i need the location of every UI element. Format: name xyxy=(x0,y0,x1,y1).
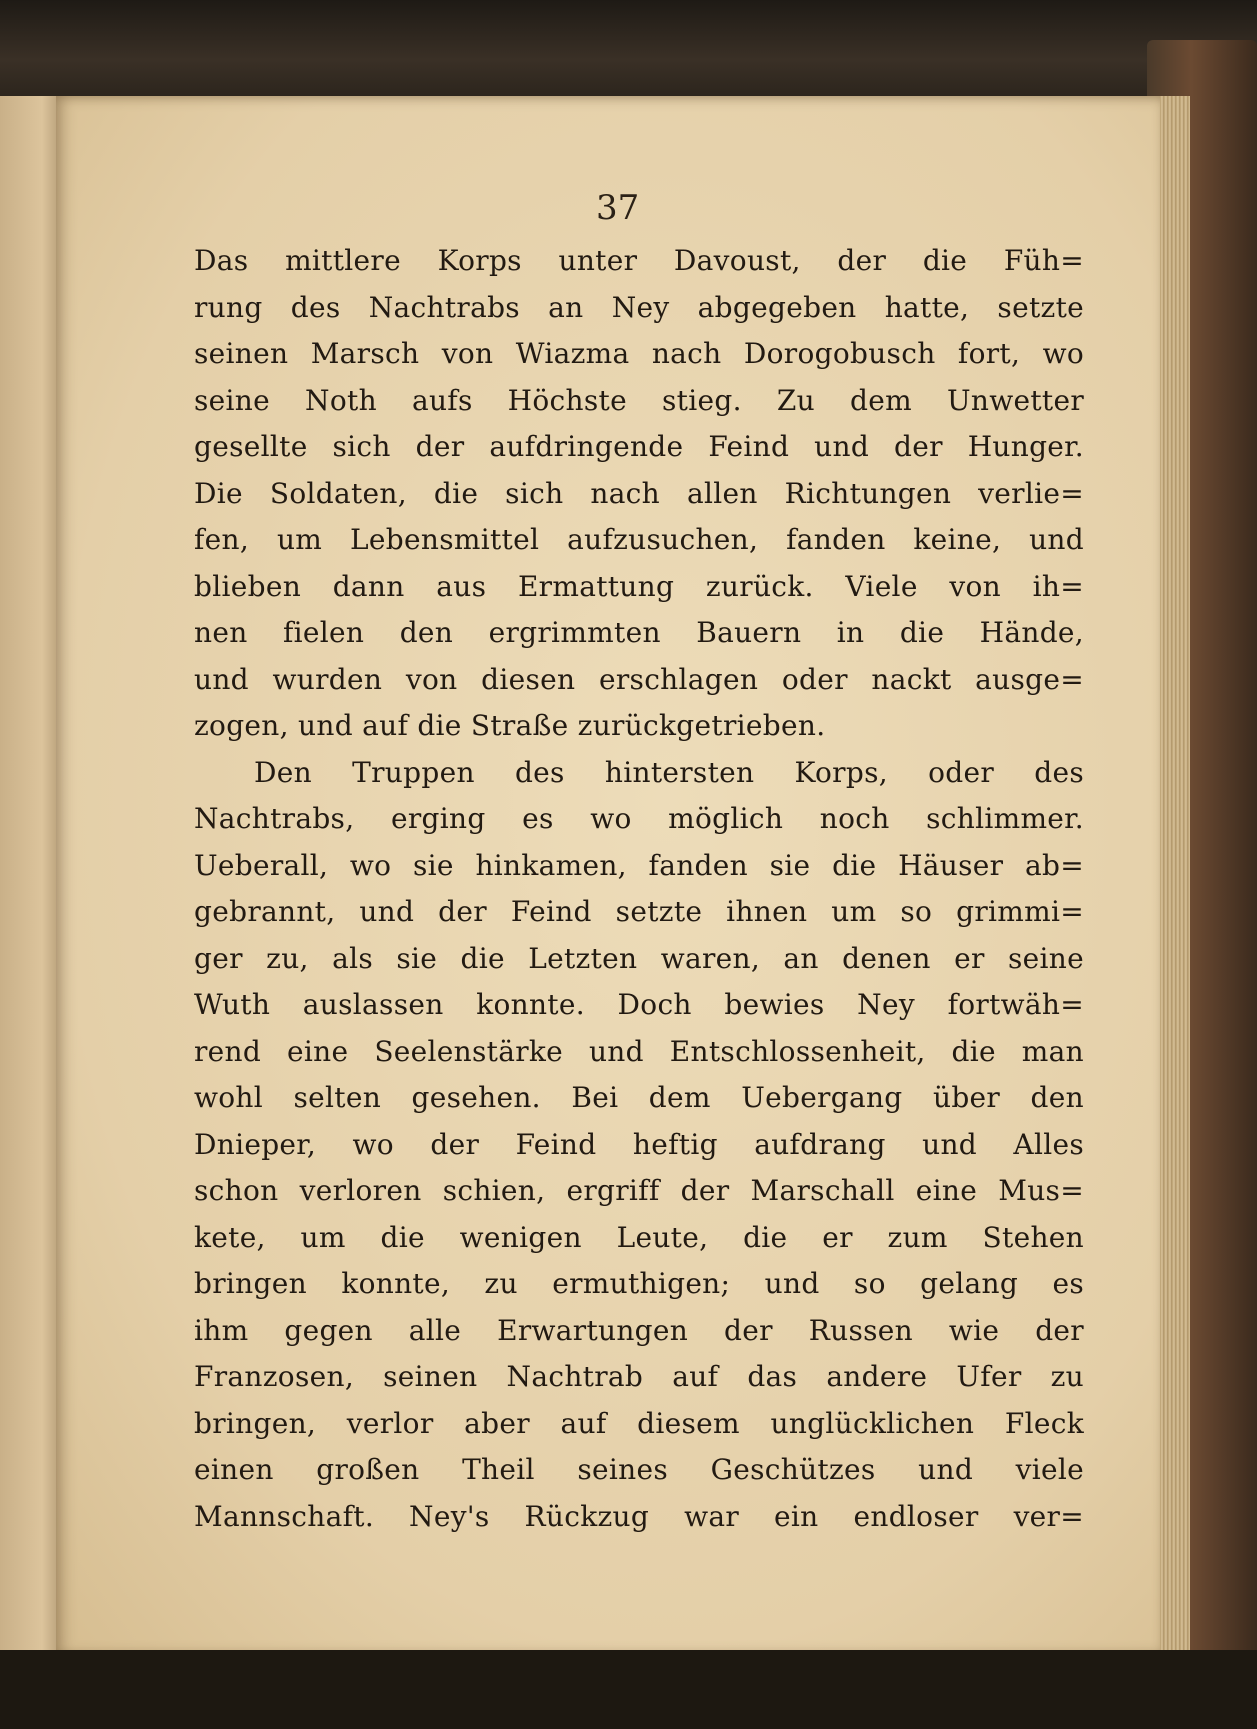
text-line: gesellte sich der aufdringende Feind und der Hunger. xyxy=(194,430,1084,463)
text-line: Das mittlere Korps unter Davoust, der die Füh= xyxy=(194,244,1084,277)
text-line: Franzosen, seinen Nachtrab auf das andere Ufer zu xyxy=(194,1360,1084,1393)
page-edges xyxy=(1160,96,1190,1656)
text-line: zogen, und auf die Straße zurückgetrieben. xyxy=(194,709,826,742)
page-text xyxy=(194,238,1084,1540)
text-line: Dnieper, wo der Feind heftig aufdrang und Alles xyxy=(194,1127,1084,1161)
text-line: wohl selten gesehen. Bei dem Uebergang über den xyxy=(194,1081,1084,1114)
book-page xyxy=(56,96,1166,1656)
text-line: Wuth auslassen konnte. Doch bewies Ney fortwäh= xyxy=(194,988,1084,1021)
text-line: fen, um Lebensmittel aufzusuchen, fanden keine, und xyxy=(194,523,1084,556)
text-line: seine Noth aufs Höchste stieg. Zu dem Unwetter xyxy=(194,383,1084,417)
text-line: seinen Marsch von Wiazma nach Dorogobusch fort, wo xyxy=(194,337,1084,370)
text-line: Mannschaft. Ney's Rückzug war ein endloser ver= xyxy=(194,1499,1084,1533)
text-line: ihm gegen alle Erwartungen der Russen wie der xyxy=(194,1313,1084,1347)
text-line: bringen konnte, zu ermuthigen; und so gelang es xyxy=(194,1267,1084,1300)
text-line: einen großen Theil seines Geschützes und viele xyxy=(194,1453,1084,1486)
left-page-edge xyxy=(0,96,60,1656)
text-line: Ueberall, wo sie hinkamen, fanden sie die Häuser ab= xyxy=(194,848,1084,882)
text-line: gebrannt, und der Feind setzte ihnen um so grimmi= xyxy=(194,895,1084,928)
book-cover-top xyxy=(0,0,1257,100)
text-line: rung des Nachtrabs an Ney abgegeben hatte, setzte xyxy=(194,290,1084,324)
text-line: kete, um die wenigen Leute, die er zum Stehen xyxy=(194,1220,1084,1254)
text-line: ger zu, als sie die Letzten waren, an denen er seine xyxy=(194,941,1084,975)
text-line: und wurden von diesen erschlagen oder nackt ausge= xyxy=(194,662,1084,696)
page-number: 37 xyxy=(596,188,640,228)
text-line: nen fielen den ergrimmten Bauern in die Hände, xyxy=(194,616,1084,649)
text-line: rend eine Seelenstärke und Entschlossenheit, die man xyxy=(194,1034,1084,1068)
text-line: blieben dann aus Ermattung zurück. Viele von ih= xyxy=(194,569,1084,603)
text-line: Nachtrabs, erging es wo möglich noch schlimmer. xyxy=(194,802,1084,835)
text-line: schon verloren schien, ergriff der Marschall eine Mus= xyxy=(194,1174,1084,1207)
text-line: bringen, verlor aber auf diesem unglücklichen Fleck xyxy=(194,1406,1084,1440)
text-line: Den Truppen des hintersten Korps, oder des xyxy=(254,755,1084,789)
book-cover-bottom xyxy=(0,1650,1257,1729)
text-line: Die Soldaten, die sich nach allen Richtungen verlie= xyxy=(194,476,1084,510)
